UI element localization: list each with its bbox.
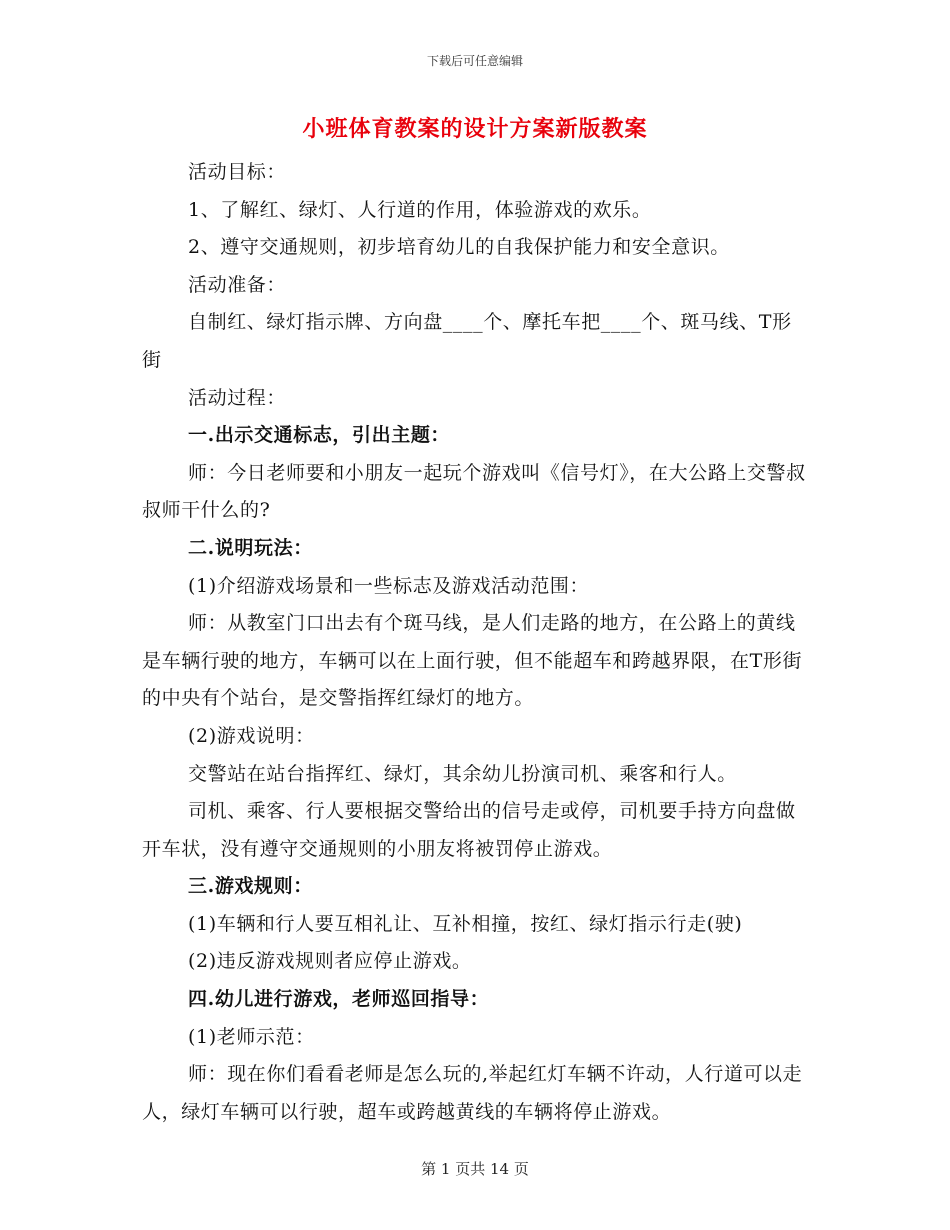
step-heading-3: 三.游戏规则： bbox=[188, 875, 313, 898]
document-body bbox=[142, 154, 810, 1131]
document-title: 小班体育教案的设计方案新版教案 bbox=[302, 116, 648, 142]
step-heading-2: 二.说明玩法： bbox=[188, 536, 313, 559]
preparation-text: 自制红、绿灯指示牌、方向盘____个、摩托车把____个、斑马线、T形街 bbox=[142, 311, 792, 371]
step-2-item-1: (1)介绍游戏场景和一些标志及游戏活动范围： bbox=[188, 574, 590, 597]
rule-item-1: (1)车辆和行人要互相礼让、互补相撞，按红、绿灯指示行走(驶) bbox=[188, 912, 743, 935]
step-1-text: 师：今日老师要和小朋友一起玩个游戏叫《信号灯》，在大公路上交警叔叔师干什么的? bbox=[142, 461, 806, 522]
step-4-item-1: (1)老师示范： bbox=[188, 1025, 315, 1048]
section-heading-process: 活动过程： bbox=[188, 386, 287, 409]
step-heading-1: 一.出示交通标志，引出主题： bbox=[188, 424, 451, 447]
section-heading-goals: 活动目标： bbox=[188, 161, 287, 183]
step-2-item-1-text: 师：从教室门口出去有个斑马线，是人们走路的地方，在公路上的黄线是车辆行驶的地方，车辆可以在上面行驶，但不能超车和跨越界限，在T形街的中央有个站台，是交警指挥红绿灯的地方。 bbox=[142, 612, 803, 710]
step-heading-4: 四.幼儿进行游戏，老师巡回指导： bbox=[188, 988, 490, 1011]
rule-item-2: (2)违反游戏规则者应停止游戏。 bbox=[188, 950, 472, 973]
goal-item-2: 2、遵守交通规则，初步培育幼儿的自我保护能力和安全意识。 bbox=[188, 236, 730, 259]
section-heading-preparation: 活动准备： bbox=[188, 273, 287, 296]
goal-item-1: 1、了解红、绿灯、人行道的作用，体验游戏的欢乐。 bbox=[188, 198, 652, 221]
header-note: 下载后可任意编辑 bbox=[426, 54, 523, 68]
step-2-item-2: (2)游戏说明： bbox=[188, 724, 315, 747]
step-4-item-1-text: 师：现在你们看看老师是怎么玩的,举起红灯车辆不许动，人行道可以走人，绿灯车辆可以行驶，超车或跨越黄线的车辆将停止游戏。 bbox=[142, 1063, 803, 1123]
page-footer: 第 1 页共 14 页 bbox=[421, 1160, 529, 1178]
step-2-item-2-text-b: 司机、乘客、行人要根据交警给出的信号走或停，司机要手持方向盘做开车状，没有遵守交通规则的小朋友将被罚停止游戏。 bbox=[142, 800, 796, 860]
step-2-item-2-text-a: 交警站在站台指挥红、绿灯，其余幼儿扮演司机、乘客和行人。 bbox=[188, 762, 737, 785]
